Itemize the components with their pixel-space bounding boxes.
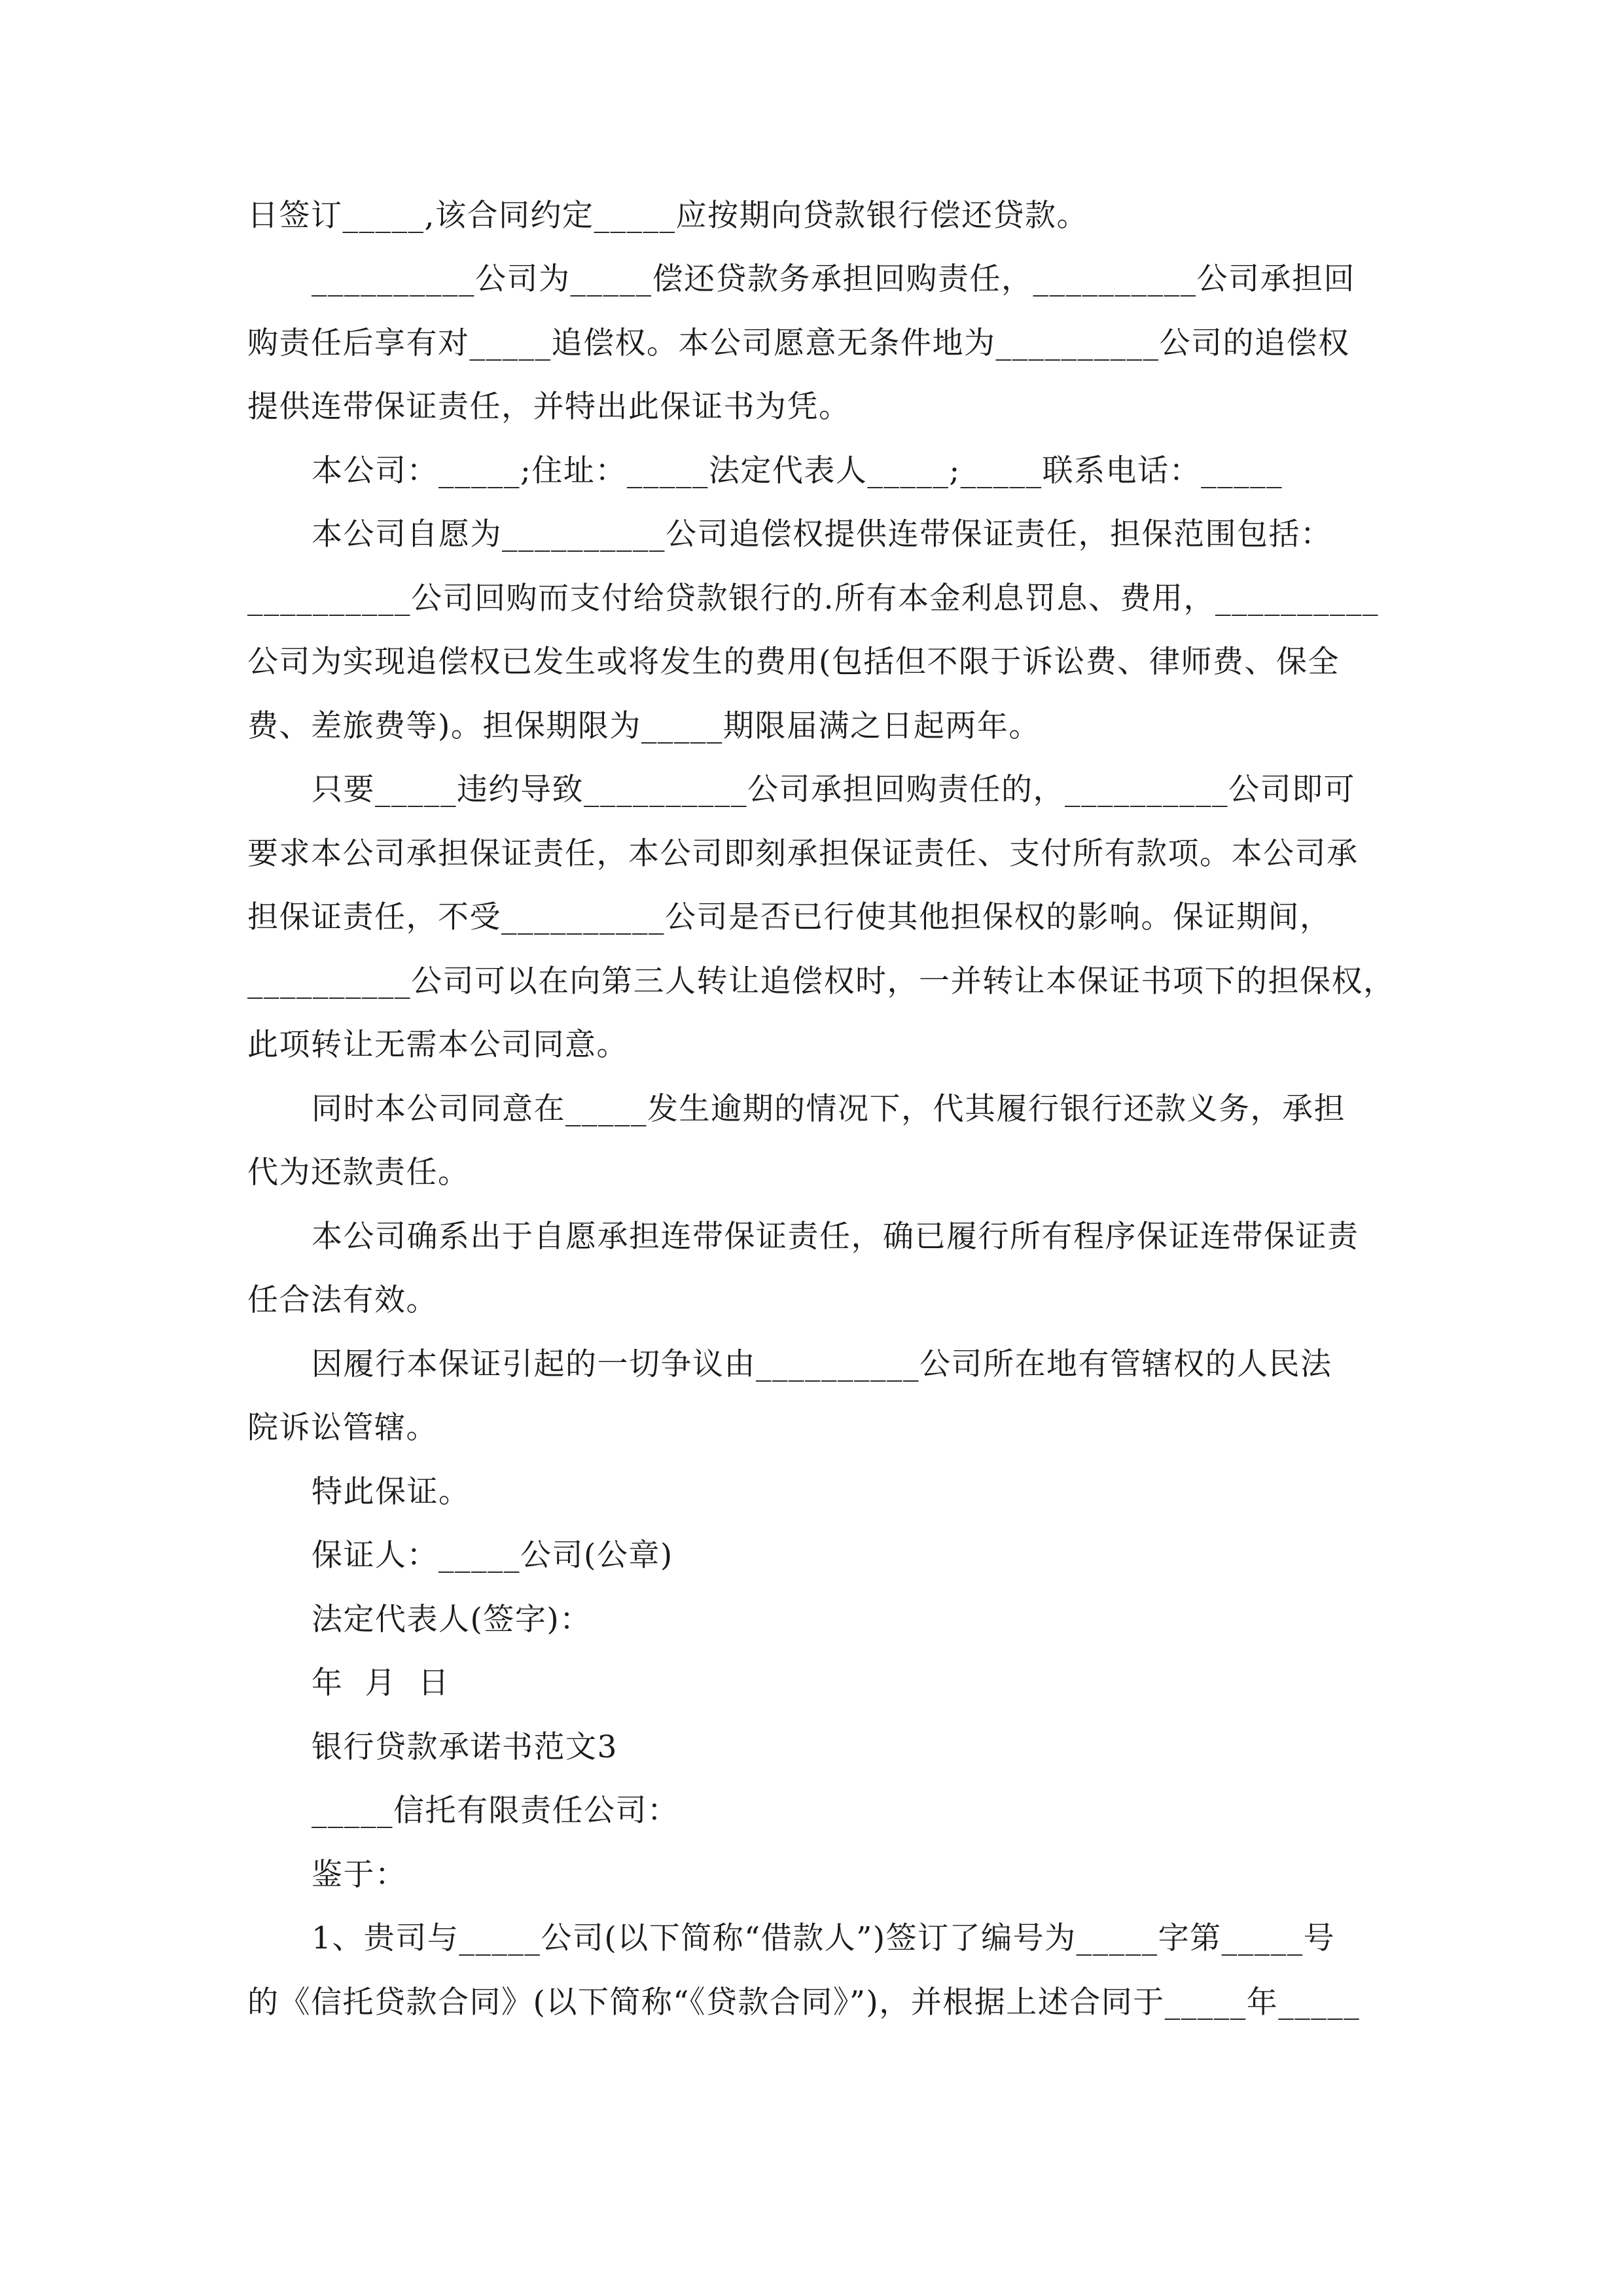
text-line: 保证人：_____公司(公章) — [312, 1537, 673, 1573]
text-line: 提供连带保证责任，并特出此保证书为凭。 — [247, 389, 851, 425]
text-line: 此项转让无需本公司同意。 — [247, 1027, 628, 1063]
section-heading: 银行贷款承诺书范文3 — [312, 1729, 618, 1765]
text-line: __________公司为_____偿还贷款务承担回购责任，__________公司承担回 — [312, 261, 1355, 297]
text-line: 要求本公司承担保证责任，本公司即刻承担保证责任、支付所有款项。本公司承 — [247, 836, 1359, 872]
text-line: __________公司回购而支付给贷款银行的.所有本金利息罚息、费用，__________ — [247, 581, 1379, 617]
text-line: 只要_____违约导致__________公司承担回购责任的，__________公司即可 — [312, 772, 1355, 808]
text-line: 的《信托贷款合同》(以下简称“《贷款合同》”)，并根据上述合同于_____年_____ — [247, 1984, 1361, 2020]
text-line: 公司为实现追偿权已发生或将发生的费用(包括但不限于诉讼费、律师费、保全 — [247, 644, 1340, 680]
text-line: 购责任后享有对_____追偿权。本公司愿意无条件地为__________公司的追偿权 — [247, 325, 1350, 361]
text-line: 任合法有效。 — [247, 1282, 438, 1318]
text-line: 鉴于： — [312, 1857, 407, 1893]
text-line: 本公司自愿为__________公司追偿权提供连带保证责任，担保范围包括： — [312, 516, 1332, 552]
text-line: 日签订_____,该合同约定_____应按期向贷款银行偿还贷款。 — [247, 198, 1088, 234]
text-line: 代为还款责任。 — [247, 1155, 470, 1191]
text-line: 本公司确系出于自愿承担连带保证责任，确已履行所有程序保证连带保证责 — [312, 1219, 1359, 1255]
text-line: 担保证责任，不受__________公司是否已行使其他担保权的影响。保证期间， — [247, 899, 1332, 935]
text-line: __________公司可以在向第三人转让追偿权时，一并转让本保证书项下的担保权， — [247, 963, 1395, 999]
text-line: 本公司：_____;住址：_____法定代表人_____;_____联系电话：_____ — [312, 453, 1283, 489]
text-line: _____信托有限责任公司： — [312, 1793, 679, 1829]
text-line: 特此保证。 — [312, 1474, 471, 1510]
text-line: 法定代表人(签字)： — [312, 1602, 592, 1638]
text-line: 因履行本保证引起的一切争议由__________公司所在地有管辖权的人民法 — [312, 1346, 1332, 1382]
text-line: 费、差旅费等)。担保期限为_____期限届满之日起两年。 — [247, 708, 1041, 744]
text-line: 1、贵司与_____公司(以下简称“借款人”)签订了编号为_____字第_____号 — [312, 1920, 1336, 1956]
text-line: 同时本公司同意在_____发生逾期的情况下，代其履行银行还款义务，承担 — [312, 1091, 1346, 1127]
text-line: 院诉讼管辖。 — [247, 1410, 438, 1446]
text-line: 年 月 日 — [312, 1665, 450, 1701]
